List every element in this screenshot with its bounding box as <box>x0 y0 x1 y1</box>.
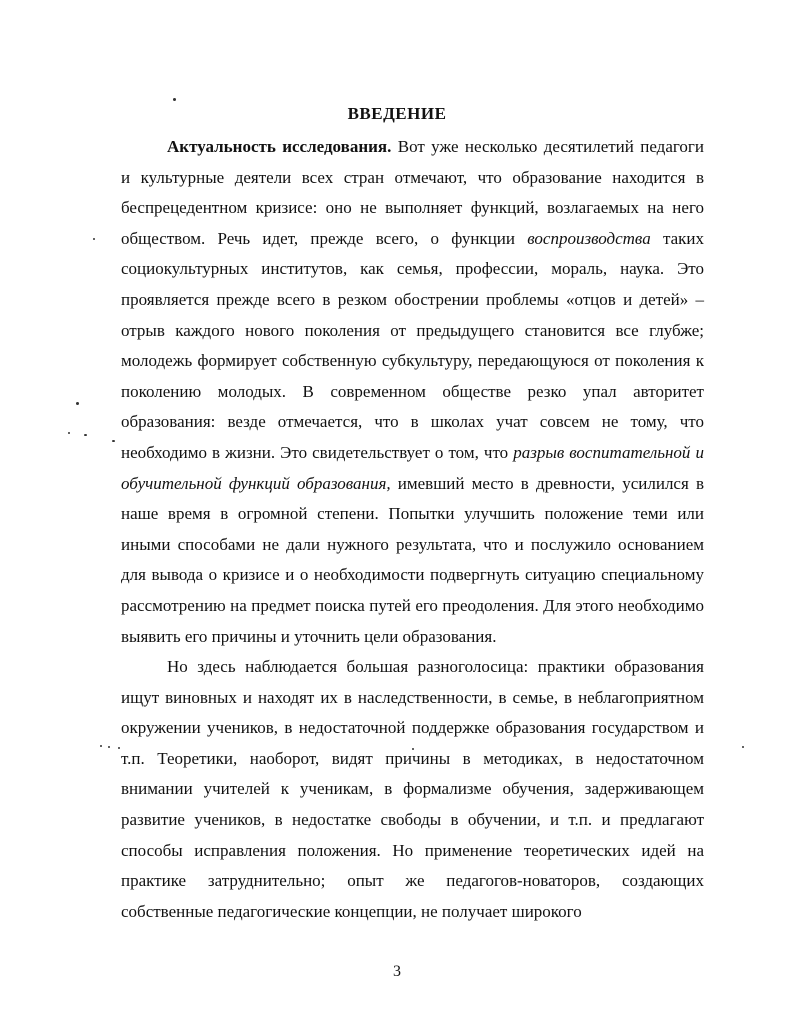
paragraph-text: Вот уже несколько десятилетий педагоги и культурные деятели всех стран отмечают, что образование находится в беспрецедентном кризисе: оно не выполняет функций, возлагаемых на него обществом. Речь идет, прежде всего, о функции <box>121 137 704 248</box>
emphasis-text: воспроизводства <box>527 228 651 248</box>
scan-speck <box>100 745 102 747</box>
scan-speck <box>112 440 115 442</box>
scan-speck <box>742 746 744 748</box>
paragraph-relevance <box>121 132 704 652</box>
scan-speck <box>93 238 95 240</box>
scan-speck <box>76 402 79 405</box>
paragraph-text: имевший место в древности, усилился в наше время в огромной степени. Попытки улучшить положение теми или иными способами не дали нужного результата, что и послужило основанием для вывода о кризисе и о необходимости подвергнуть ситуацию специальному рассмотрению на предмет поиска путей его преодоления. Для этого необходимо выявить его причины и уточнить цели образования. <box>121 473 704 646</box>
emphasis-text: разрыв воспитательной и обучительной функций образования, <box>121 442 704 493</box>
scan-speck <box>84 434 87 436</box>
page-number: 3 <box>393 963 401 980</box>
page-title: ВВЕДЕНИЕ <box>347 104 447 123</box>
scan-speck <box>108 746 110 748</box>
paragraph-discord: Но здесь наблюдается большая разноголосица: практики образования ищут виновных и находят их в наследственности, в семье, в неблагоприятном окружении учеников, в недостаточной поддержке образования государством и т.п. Теоретики, наоборот, видят причины в методиках, в недостаточном внимании учителей к ученикам, в формализме обучения, задерживающем развитие учеников, в недостатке свободы в обучении, и т.п. и предлагают способы исправления положения. Но применение теоретических идей на практике затруднительно; опыт же педагогов-новаторов, создающих собственные педагогические концепции, не получает широкого <box>121 657 704 921</box>
scan-speck <box>173 98 176 101</box>
paragraph-text: таких социокультурных институтов, как семья, профессии, мораль, наука. Это проявляется прежде всего в резком обострении проблемы «отцов и детей» – отрыв каждого нового поколения от предыдущего становится все глубже; молодежь формирует собственную субкультуру, передающуюся от поколения к поколению молодых. В современном обществе резко упал авторитет образования: везде отмечается, что в школах учат совсем не тому, что необходимо в жизни. Это свидетельствует о том, что <box>121 228 704 462</box>
body-text <box>121 132 704 927</box>
scan-speck <box>118 747 120 749</box>
section-lead: Актуальность исследования. <box>167 137 392 156</box>
scan-speck <box>68 432 70 434</box>
